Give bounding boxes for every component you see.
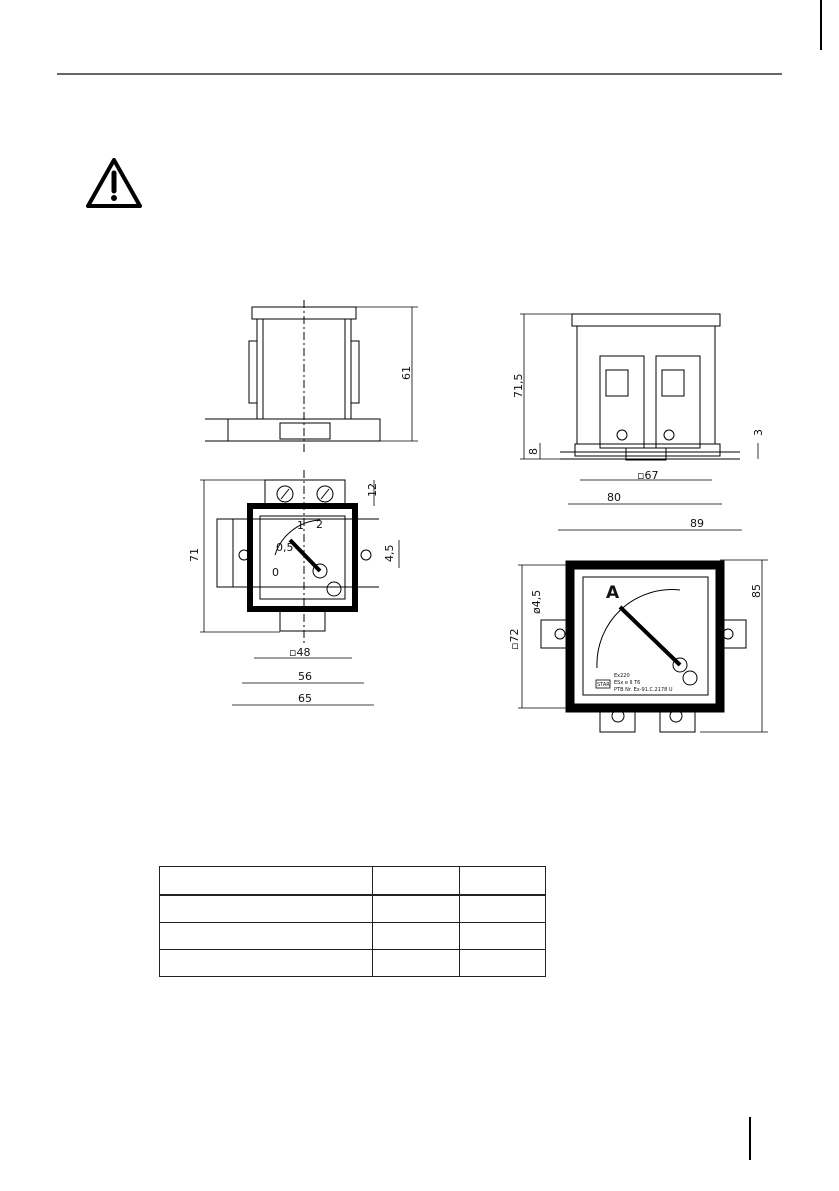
nameplate-line-1: Ex220	[614, 673, 630, 679]
table-cell	[160, 950, 373, 977]
side-view-left	[205, 300, 418, 455]
brand-logo: STAR	[597, 682, 610, 688]
scale-label-2: 2	[316, 518, 323, 531]
dim-71: 71	[188, 548, 201, 562]
unit-letter: A	[606, 583, 620, 603]
table-cell	[460, 895, 546, 923]
front-view-large	[518, 560, 768, 732]
side-view-right	[520, 314, 758, 530]
dim-hole-4-5: ø4,5	[530, 589, 543, 614]
dim-square-72: ▫72	[508, 628, 521, 650]
dim-12: 12	[366, 483, 379, 497]
table-row	[160, 867, 546, 896]
dim-8: 8	[527, 448, 540, 455]
dim-56: 56	[298, 670, 312, 683]
dim-61: 61	[400, 366, 413, 380]
table-cell	[160, 895, 373, 923]
dim-89: 89	[690, 517, 704, 530]
dim-4-5: 4,5	[383, 544, 396, 562]
scale-label-1: 1	[297, 519, 304, 532]
dim-80: 80	[607, 491, 621, 504]
dim-square-67: ▫67	[637, 469, 659, 482]
table-cell	[373, 923, 460, 950]
table-cell	[460, 923, 546, 950]
nameplate-line-2: ESx e II T6	[614, 680, 641, 686]
dim-65: 65	[298, 692, 312, 705]
table-cell	[373, 950, 460, 977]
dim-85: 85	[750, 584, 763, 598]
nameplate-line-3: PTB Nr. Ex-91.C.2178 U	[614, 687, 673, 693]
table-cell	[460, 867, 546, 896]
dim-71-5: 71,5	[512, 373, 525, 398]
scale-label-0-5: 0,5	[276, 541, 294, 554]
table-cell	[160, 923, 373, 950]
table-cell	[160, 867, 373, 896]
table-cell	[373, 867, 460, 896]
spec-table	[159, 866, 546, 977]
table-row	[160, 895, 546, 923]
dim-3: 3	[752, 429, 765, 436]
table-row	[160, 950, 546, 977]
table-row	[160, 923, 546, 950]
table-cell	[373, 895, 460, 923]
scale-label-0: 0	[272, 566, 279, 579]
page-number-bar	[749, 1117, 751, 1160]
dim-square-48: ▫48	[289, 646, 311, 659]
table-cell	[460, 950, 546, 977]
